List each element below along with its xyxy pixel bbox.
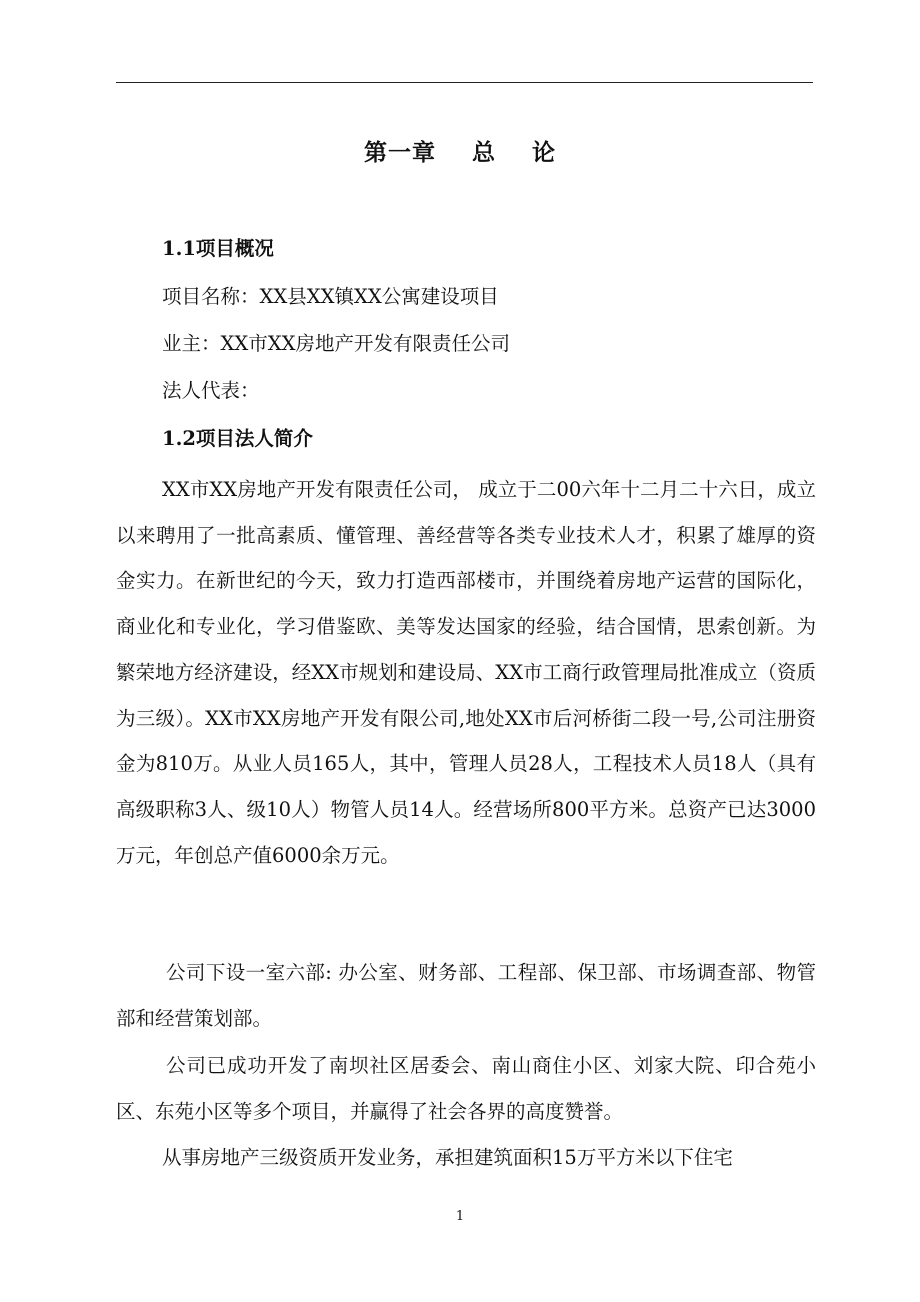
projects-paragraph: 公司已成功开发了南坝社区居委会、南山商住小区、刘家大院、印合苑小区、东苑小区等多个项目，并赢得了社会各界的高度赞誉。 <box>116 1054 816 1123</box>
header-rule <box>116 82 813 83</box>
departments-paragraph: 公司下设一室六部: 办公室、财务部、工程部、保卫部、市场调查部、物管部和经营策划部。 <box>116 961 816 1030</box>
section-heading-1-1: 1.1项目概况 <box>162 237 274 260</box>
project-name-line: 项目名称：XX县XX镇XX公寓建设项目 <box>162 285 499 308</box>
page-number: 1 <box>455 1209 465 1224</box>
legal-rep-line: 法人代表： <box>162 379 260 402</box>
business-paragraph: 从事房地产三级资质开发业务，承担建筑面积15万平方米以下住宅 <box>162 1146 733 1169</box>
owner-line: 业主：XX市XX房地产开发有限责任公司 <box>162 332 511 355</box>
intro-paragraph: XX市XX房地产开发有限责任公司， 成立于二00六年十二月二十六日，成立以来聘用了一批高素质、懂管理、善经营等各类专业技术人才，积累了雄厚的资金实力。在新世纪的今天，致力打造西部楼市，并围绕着房地产运营的国际化，商业化和专业化，学习借鉴欧、美等发达国家的经验，结合国情，思索创新。为繁荣地方经济建设，经XX市规划和建设局、XX市工商行政管理局批准成立（资质为三级）。XX市XX房地产开发有限公司,地处XX市后河桥街二段一号,公司注册资金为810万。从业人员165人，其中，管理人员28人，工程技术人员18人（具有高级职称3人、级10人）物管人员14人。经营场所800平方米。总资产已达3000万元，年创总产值6000余万元。 <box>116 478 816 867</box>
section-heading-1-2: 1.2项目法人简介 <box>162 427 313 450</box>
chapter-title: 第一章 总 论 <box>363 139 557 166</box>
